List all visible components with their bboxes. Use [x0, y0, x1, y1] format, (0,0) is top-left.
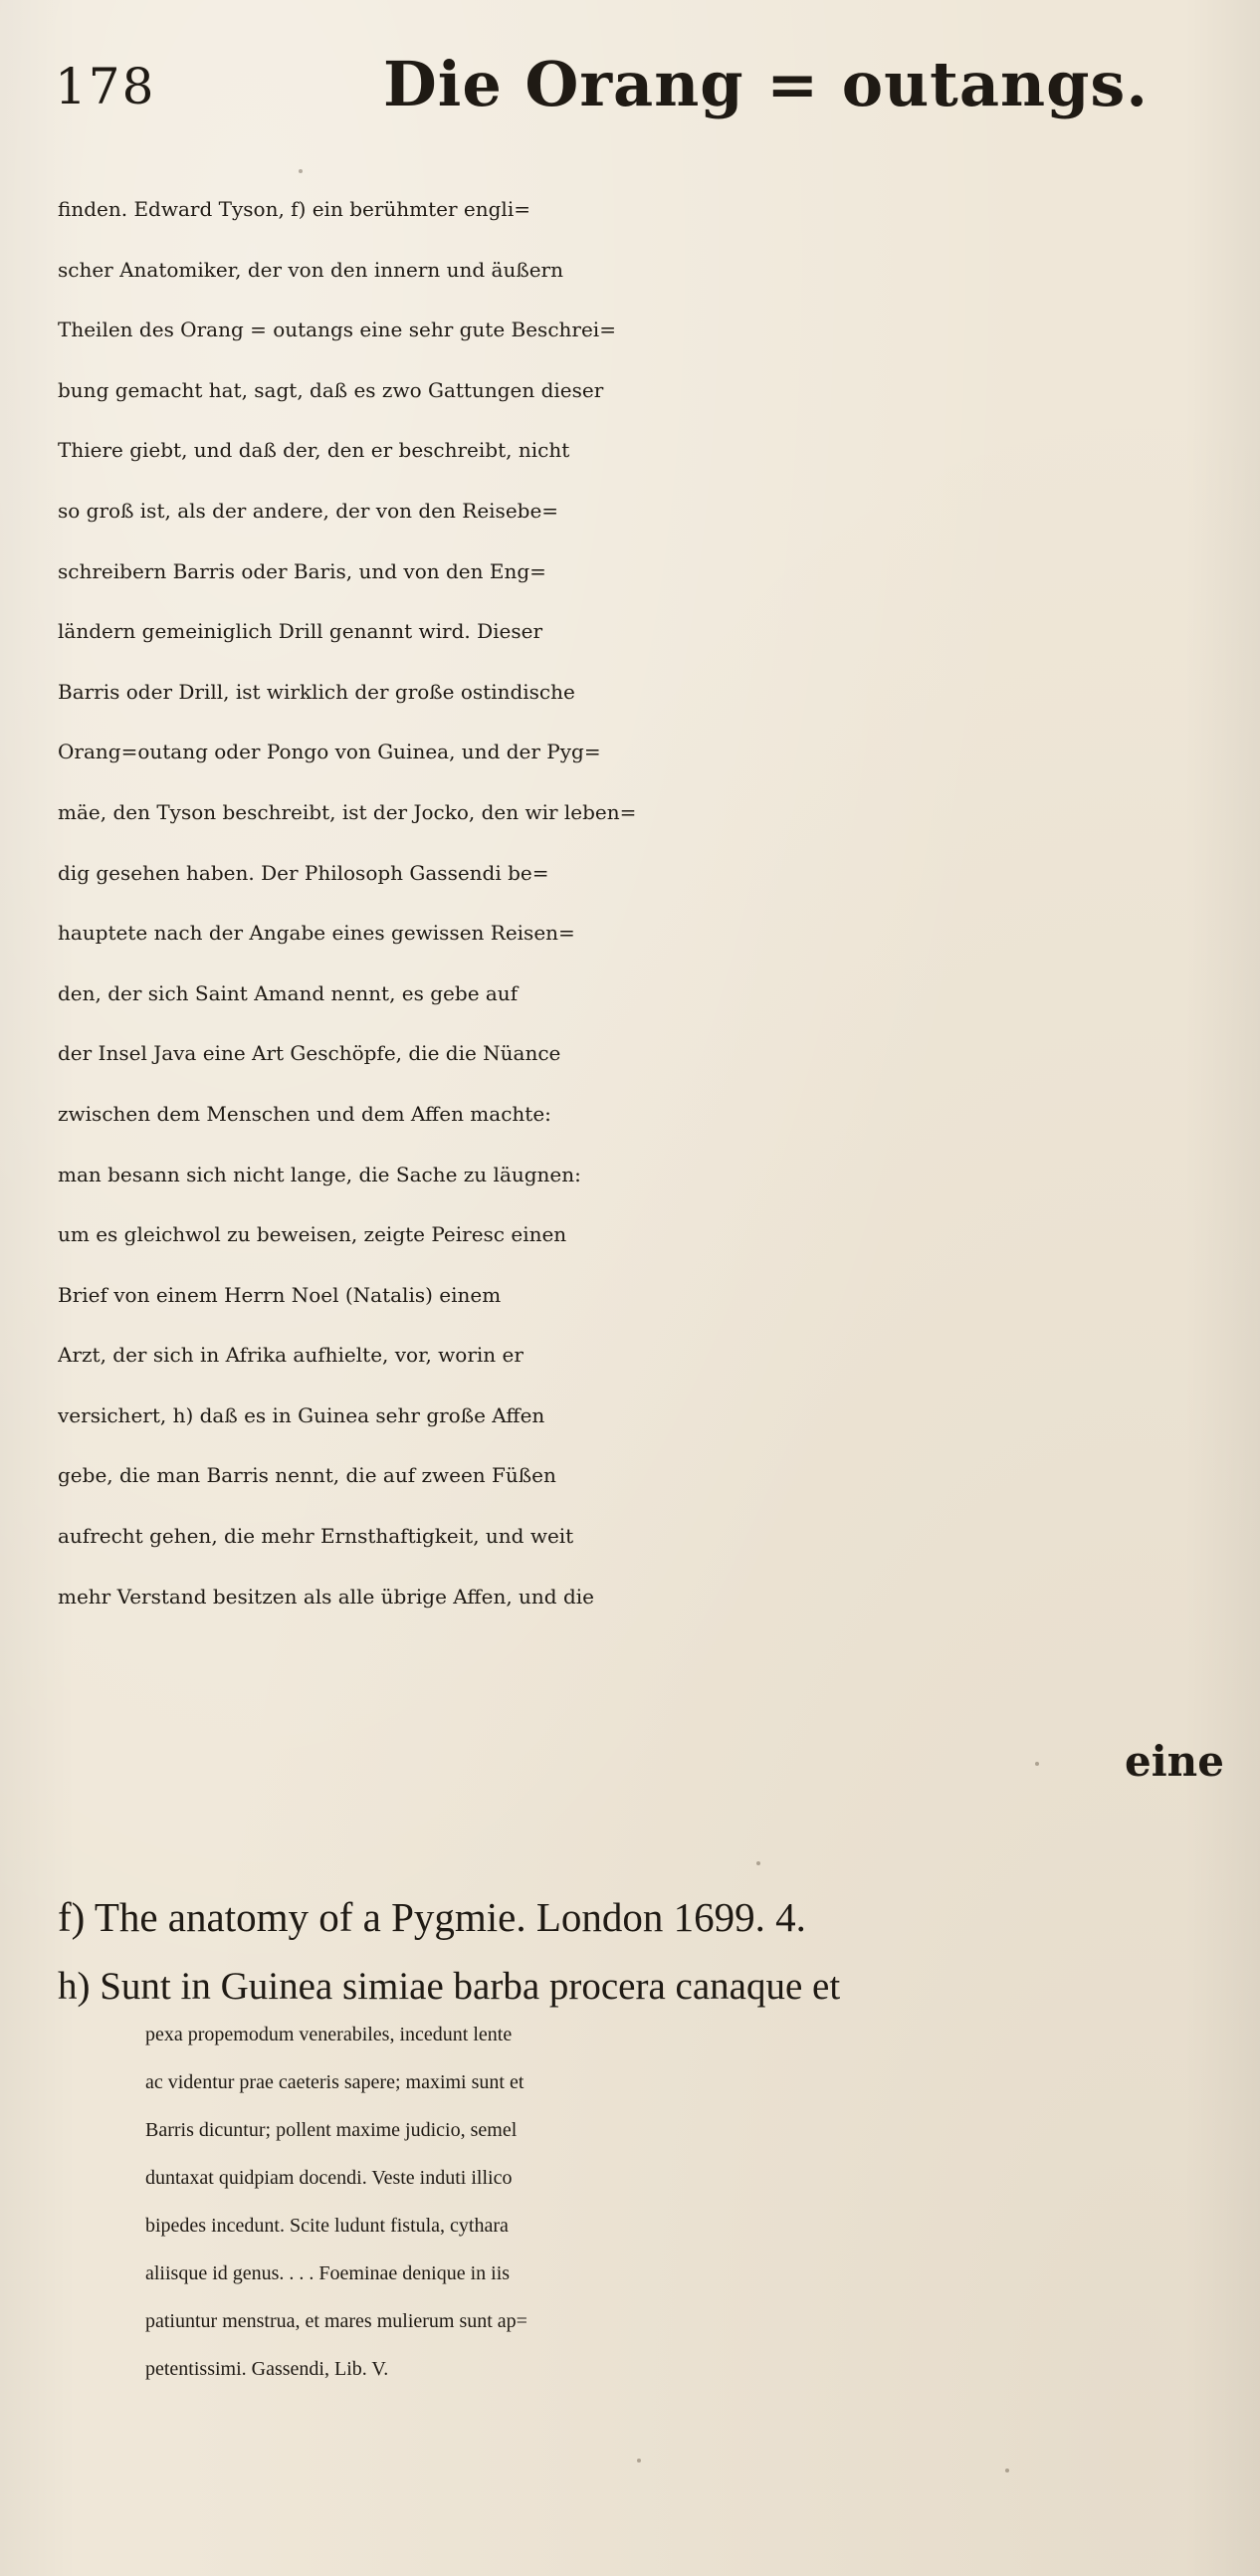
- text-line: ländern gemeiniglich Drill genannt wird. Dieser: [58, 619, 543, 644]
- text-line: schreibern Barris oder Baris, und von den Eng=: [58, 558, 546, 583]
- paper-speck: [299, 169, 303, 173]
- text-line: aufrecht gehen, die mehr Ernsthaftigkeit, und weit: [58, 1524, 574, 1549]
- text-line: der Insel Java eine Art Geschöpfe, die die Nüance: [58, 1041, 561, 1066]
- page-number: 178: [55, 58, 156, 115]
- text-line: finden. Edward Tyson, f) ein berühmter engli=: [58, 197, 530, 221]
- footnote-line: patiuntur menstrua, et mares mulierum sunt ap=: [145, 2310, 527, 2332]
- paper-speck: [1005, 2469, 1009, 2472]
- footnote-line: petentissimi. Gassendi, Lib. V.: [145, 2358, 389, 2380]
- text-line: hauptete nach der Angabe eines gewissen Reisen=: [58, 921, 575, 946]
- footnote-line: pexa propemodum venerabiles, incedunt lente: [145, 2024, 513, 2045]
- paper-speck: [756, 1861, 760, 1865]
- main-text: [58, 179, 1252, 1626]
- footnote-line: bipedes incedunt. Scite ludunt fistula, cythara: [145, 2215, 509, 2237]
- footnote-h: [58, 1963, 1232, 2393]
- footnote-f: f) The anatomy of a Pygmie. London 1699. 4.: [58, 1894, 806, 1940]
- text-line: dig gesehen haben. Der Philosoph Gassendi be=: [58, 860, 549, 885]
- text-line: Arzt, der sich in Afrika aufhielte, vor, worin er: [58, 1343, 524, 1368]
- footnotes: [58, 1891, 1232, 2393]
- footnote-line: Barris dicuntur; pollent maxime judicio, semel: [145, 2119, 518, 2141]
- text-line: scher Anatomiker, der von den innern und äußern: [58, 257, 563, 282]
- paper-speck: [1035, 1762, 1039, 1766]
- text-line: man besann sich nicht lange, die Sache zu läugnen:: [58, 1162, 581, 1186]
- text-line: Theilen des Orang = outangs eine sehr gute Beschrei=: [58, 318, 616, 342]
- text-line: so groß ist, als der andere, der von den Reisebe=: [58, 498, 559, 523]
- text-line: Barris oder Drill, ist wirklich der große ostindische: [58, 679, 575, 704]
- text-line: Brief von einem Herrn Noel (Natalis) einem: [58, 1282, 502, 1307]
- text-line: um es gleichwol zu beweisen, zeigte Peiresc einen: [58, 1222, 567, 1247]
- text-line: versichert, h) daß es in Guinea sehr große Affen: [58, 1402, 545, 1427]
- running-title: Die Orang = outangs.: [383, 48, 1149, 120]
- text-line: gebe, die man Barris nennt, die auf zween Füßen: [58, 1463, 556, 1488]
- text-line: Orang=outang oder Pongo von Guinea, und der Pyg=: [58, 740, 601, 764]
- text-line: zwischen dem Menschen und dem Affen machte:: [58, 1101, 551, 1126]
- footnote-line: duntaxat quidpiam docendi. Veste induti illico: [145, 2167, 513, 2189]
- text-line: den, der sich Saint Amand nennt, es gebe auf: [58, 980, 519, 1005]
- catchword: eine: [1125, 1737, 1224, 1786]
- text-line: bung gemacht hat, sagt, daß es zwo Gattungen dieser: [58, 377, 604, 402]
- footnote-line: ac videntur prae caeteris sapere; maximi sunt et: [145, 2071, 525, 2093]
- text-line: mäe, den Tyson beschreibt, ist der Jocko, den wir leben=: [58, 799, 637, 824]
- text-line: Thiere giebt, und daß der, den er beschreibt, nicht: [58, 438, 570, 463]
- page-header: [55, 48, 1209, 137]
- footnote-line: aliisque id genus. . . . Foeminae denique in iis: [145, 2262, 511, 2284]
- paper-speck: [637, 2459, 641, 2463]
- text-line: mehr Verstand besitzen als alle übrige Affen, und die: [58, 1584, 594, 1609]
- footnote-line: h) Sunt in Guinea simiae barba procera canaque et: [58, 1965, 841, 2008]
